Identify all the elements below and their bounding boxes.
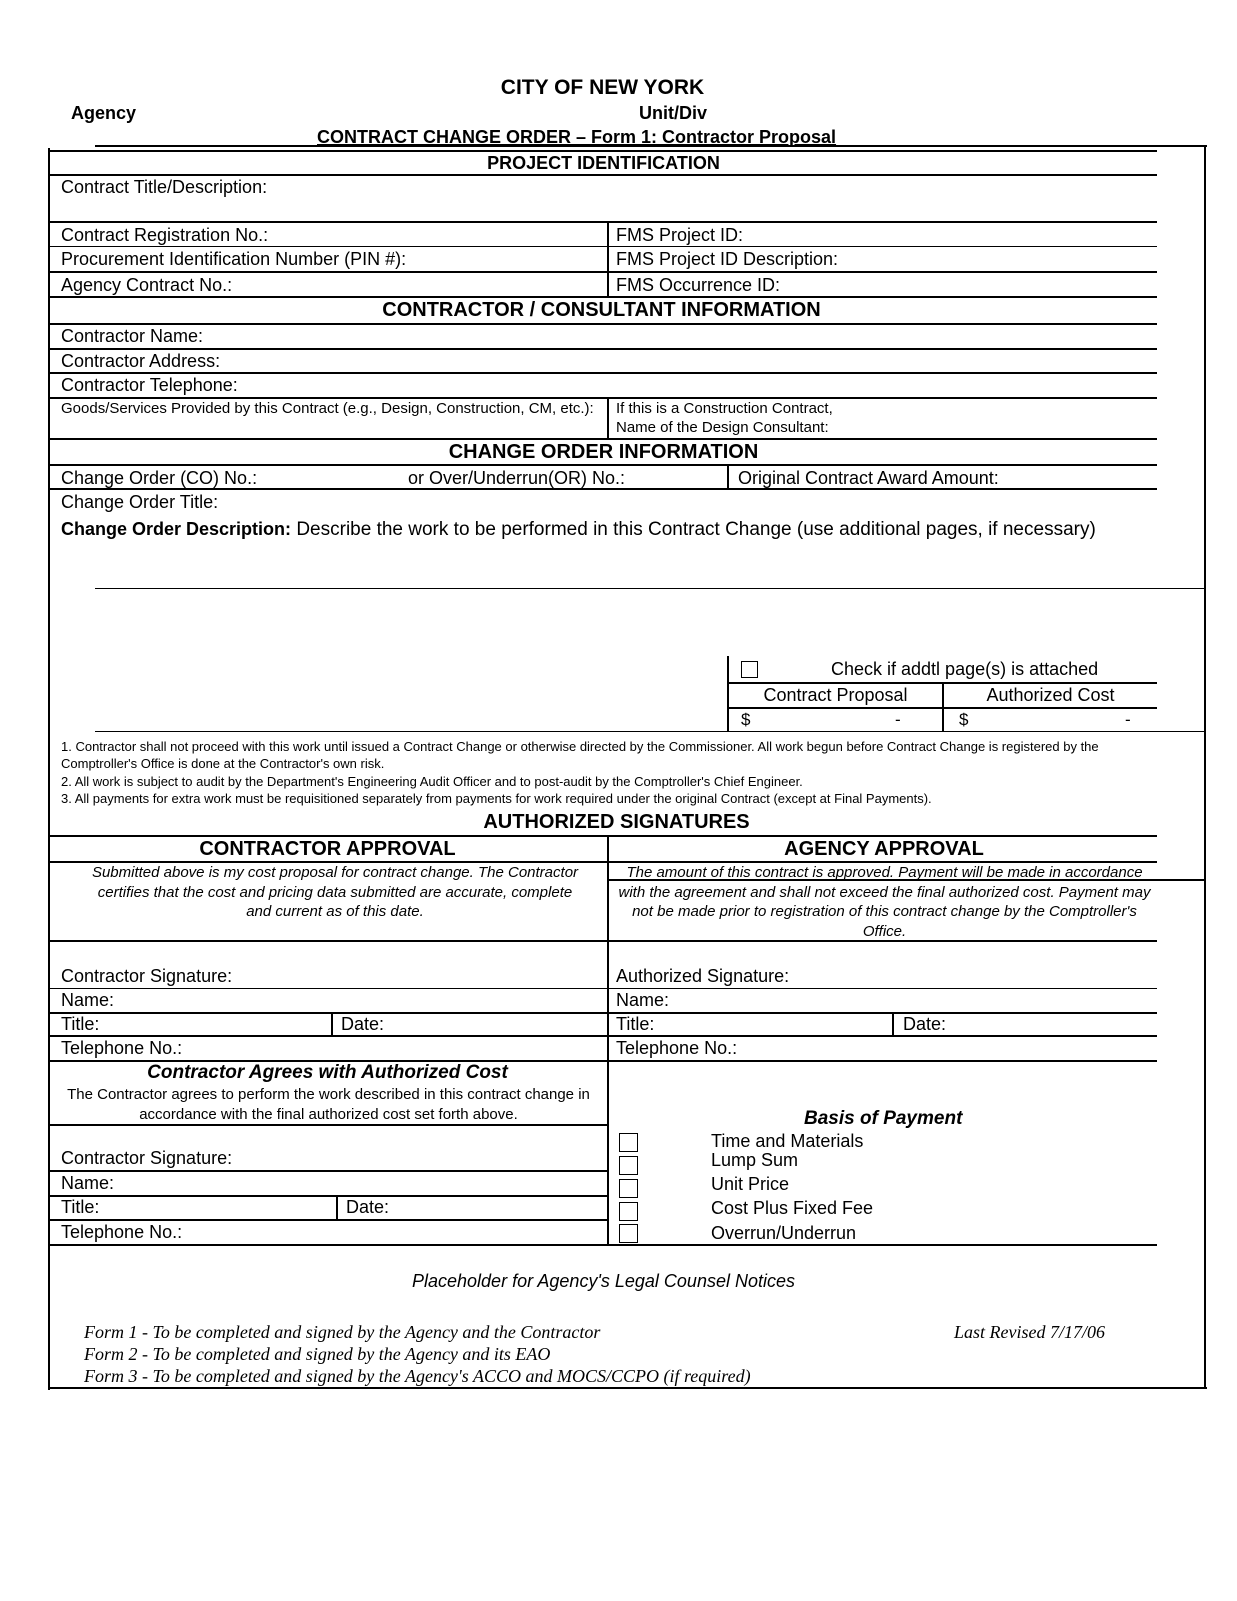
addtl-pages-checkbox[interactable] (741, 661, 758, 678)
unit-price-checkbox[interactable] (619, 1179, 638, 1198)
bottom-border (48, 1387, 1207, 1389)
contractor-telephone-field[interactable]: Contractor Telephone: (61, 375, 238, 395)
change-order-description[interactable] (61, 516, 1151, 543)
contractor-name-sign-field[interactable]: Name: (61, 990, 115, 1010)
lump-sum-checkbox[interactable] (619, 1156, 638, 1175)
addtl-pages-label: Check if addtl page(s) is attached (831, 659, 1099, 679)
time-materials-checkbox[interactable] (619, 1133, 638, 1152)
goods-services-field[interactable]: Goods/Services Provided by this Contract (e.g., Design, Construction, CM, etc.): (61, 400, 594, 417)
contractor-name-field[interactable]: Contractor Name: (61, 326, 204, 346)
agrees-name-field[interactable]: Name: (61, 1173, 115, 1193)
basis-option-overrun-underrun: Overrun/Underrun (711, 1223, 857, 1243)
description-text: Describe the work to be performed in this Contract Change (use additional pages, if necessary) (291, 519, 1096, 540)
agency-name-sign-field[interactable]: Name: (616, 990, 670, 1010)
note-1: 1. Contractor shall not proceed with this work until issued a Contract Change or otherwise directed by the Commissioner. All work begun before Contract Change is registered by the Comptroller's Office is done at the Contractor's own risk. (61, 739, 1099, 771)
fms-occurrence-id-field[interactable]: FMS Occurrence ID: (616, 275, 781, 295)
co-no-field[interactable]: Change Order (CO) No.: (61, 468, 258, 488)
basis-option-cost-plus: Cost Plus Fixed Fee (711, 1198, 874, 1218)
note-3: 3. All payments for extra work must be requisitioned separately from payments for work required under the original Contract (except at Final Payments). (61, 791, 932, 806)
agency-statement: The amount of this contract is approved. Payment will be made in accordance with the agreement and shall not exceed the final authorized cost. Payment may not be made prior to registration of this contract change by the Comptroller's Office. (618, 864, 1151, 940)
contractor-signature-field[interactable]: Contractor Signature: (61, 966, 233, 986)
basis-option-lump-sum: Lump Sum (711, 1150, 799, 1170)
agency-date-field[interactable]: Date: (903, 1014, 947, 1034)
change-order-title-field[interactable]: Change Order Title: (61, 492, 219, 512)
agrees-telephone-field[interactable]: Telephone No.: (61, 1222, 183, 1242)
contract-proposal-header: Contract Proposal (763, 685, 908, 705)
contractor-title-field[interactable]: Title: (61, 1014, 100, 1034)
or-no-field[interactable]: or Over/Underrun(OR) No.: (408, 468, 626, 488)
agrees-date-field[interactable]: Date: (346, 1197, 390, 1217)
form-title: CONTRACT CHANGE ORDER – Form 1: Contractor Proposal (317, 127, 837, 147)
top-border (95, 145, 1207, 147)
proposal-dollar: $ (741, 710, 751, 729)
project-identification-heading: PROJECT IDENTIFICATION (487, 153, 720, 173)
footer-form3: Form 3 - To be completed and signed by the Agency's ACCO and MOCS/CCPO (if required) (84, 1366, 751, 1386)
unit-div-label: Unit/Div (639, 103, 708, 123)
note-2: 2. All work is subject to audit by the Department's Engineering Audit Officer and to post-audit by the Comptroller's Chief Engineer. (61, 774, 803, 789)
agency-label: Agency (71, 103, 137, 123)
authorized-cost-header: Authorized Cost (986, 685, 1115, 705)
authorized-signature-field[interactable]: Authorized Signature: (616, 966, 790, 986)
left-border (48, 148, 50, 1390)
agrees-heading: Contractor Agrees with Authorized Cost (147, 1062, 508, 1083)
agency-approval-heading: AGENCY APPROVAL (784, 838, 984, 860)
authorized-amount[interactable]: - (1125, 710, 1131, 729)
footer-form2: Form 2 - To be completed and signed by the Agency and its EAO (84, 1344, 551, 1364)
description-label: Change Order Description: (61, 519, 292, 539)
proposal-amount[interactable]: - (895, 710, 901, 729)
contract-registration-field[interactable]: Contract Registration No.: (61, 225, 269, 245)
agrees-signature-field[interactable]: Contractor Signature: (61, 1148, 233, 1168)
contractor-approval-heading: CONTRACTOR APPROVAL (199, 838, 456, 860)
contractor-address-field[interactable]: Contractor Address: (61, 351, 221, 371)
fms-project-desc-field[interactable]: FMS Project ID Description: (616, 249, 839, 269)
contractor-date-field[interactable]: Date: (341, 1014, 385, 1034)
fms-project-id-field[interactable]: FMS Project ID: (616, 225, 744, 245)
agrees-text: The Contractor agrees to perform the work described in this contract change in accordance with the final authorized cost set forth above. (67, 1086, 590, 1123)
legal-placeholder: Placeholder for Agency's Legal Counsel Notices (412, 1271, 795, 1291)
footer-form1: Form 1 - To be completed and signed by the Agency and the Contractor (84, 1322, 601, 1342)
signatures-heading: AUTHORIZED SIGNATURES (483, 811, 750, 833)
basis-option-time-materials: Time and Materials (711, 1131, 864, 1151)
basis-option-unit-price: Unit Price (711, 1174, 790, 1194)
design-consultant-field[interactable]: Name of the Design Consultant: (616, 419, 829, 436)
agency-telephone-sign-field[interactable]: Telephone No.: (616, 1038, 738, 1058)
original-award-field[interactable]: Original Contract Award Amount: (738, 468, 999, 488)
contract-title-field[interactable]: Contract Title/Description: (61, 177, 268, 197)
right-border (1204, 145, 1206, 1389)
agency-title-field[interactable]: Title: (616, 1014, 655, 1034)
authorized-dollar: $ (959, 710, 969, 729)
contractor-info-heading: CONTRACTOR / CONSULTANT INFORMATION (382, 299, 821, 321)
agency-contract-no-field[interactable]: Agency Contract No.: (61, 275, 233, 295)
city-title: CITY OF NEW YORK (500, 76, 705, 99)
contractor-telephone-sign-field[interactable]: Telephone No.: (61, 1038, 183, 1058)
pin-field[interactable]: Procurement Identification Number (PIN #): (61, 249, 407, 269)
change-order-heading: CHANGE ORDER INFORMATION (448, 441, 759, 463)
basis-heading: Basis of Payment (804, 1108, 963, 1129)
design-consultant-line1: If this is a Construction Contract, (616, 400, 833, 417)
last-revised: Last Revised 7/17/06 (954, 1322, 1105, 1342)
overrun-underrun-checkbox[interactable] (619, 1224, 638, 1243)
contractor-statement: Submitted above is my cost proposal for contract change. The Contractor certifies that the cost and pricing data submitted are accurate, complete and current as of this date. (91, 864, 579, 920)
agrees-title-field[interactable]: Title: (61, 1197, 100, 1217)
cost-plus-checkbox[interactable] (619, 1202, 638, 1221)
